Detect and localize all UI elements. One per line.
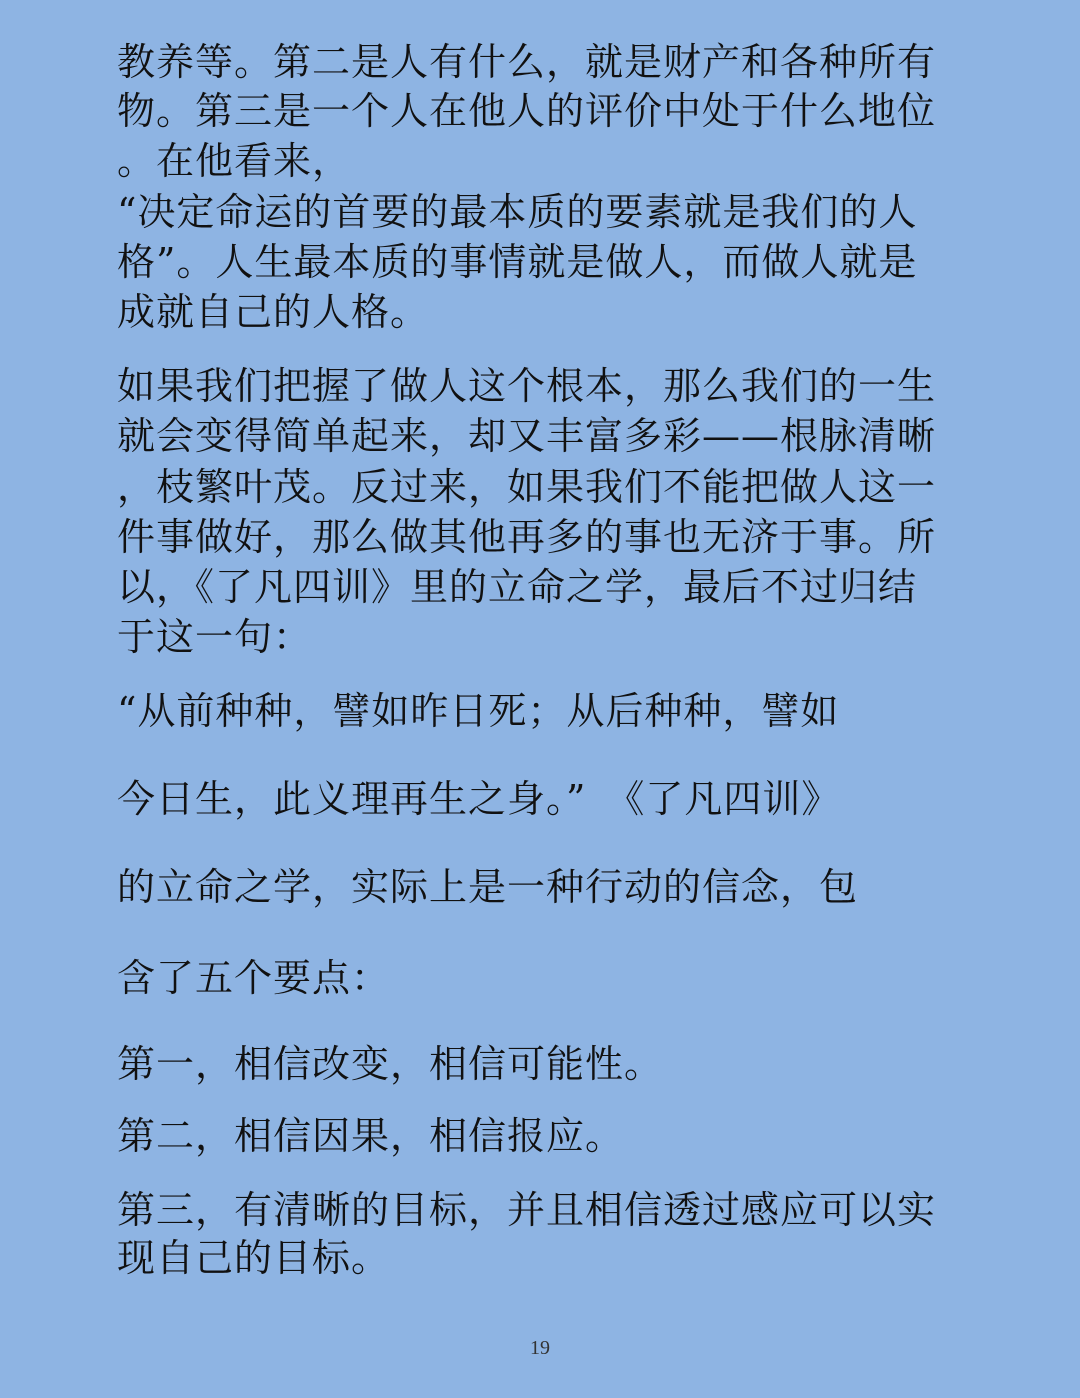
text-line-7: 如果我们把握了做人这个根本，那么我们的一生 bbox=[117, 364, 937, 408]
text-line-11: 以，《了凡四训》里的立命之学，最后不过归结 bbox=[117, 565, 918, 609]
text-line-5: 格”。人生最本质的事情就是做人，而做人就是 bbox=[117, 240, 918, 284]
text-line-9: ，枝繁叶茂。反过来，如果我们不能把做人这一 bbox=[117, 465, 937, 509]
point-3-line-2: 现自己的目标。 bbox=[117, 1236, 391, 1280]
quote-line-2: 今日生，此义理再生之身。” 《了凡四训》 bbox=[117, 777, 841, 821]
text-line-1: 教养等。第二是人有什么，就是财产和各种所有 bbox=[117, 40, 937, 84]
point-2: 第二，相信因果，相信报应。 bbox=[117, 1114, 625, 1158]
text-line-8: 就会变得简单起来，却又丰富多彩——根脉清晰 bbox=[117, 414, 937, 458]
text-line-3: 。在他看来， bbox=[117, 139, 352, 183]
point-1: 第一，相信改变，相信可能性。 bbox=[117, 1042, 664, 1086]
text-line-4: “决定命运的首要的最本质的要素就是我们的人 bbox=[117, 190, 918, 234]
text-line-6: 成就自己的人格。 bbox=[117, 290, 430, 334]
page-number: 19 bbox=[530, 1337, 550, 1359]
text-line-16: 含了五个要点： bbox=[117, 956, 391, 1000]
text-line-10: 件事做好，那么做其他再多的事也无济于事。所 bbox=[117, 515, 937, 559]
text-line-2: 物。第三是一个人在他人的评价中处于什么地位 bbox=[117, 89, 937, 133]
text-line-15: 的立命之学，实际上是一种行动的信念，包 bbox=[117, 865, 859, 909]
quote-line-1: “从前种种，譬如昨日死；从后种种，譬如 bbox=[117, 689, 840, 733]
point-3-line-1: 第三，有清晰的目标，并且相信透过感应可以实 bbox=[117, 1188, 937, 1232]
text-line-12: 于这一句： bbox=[117, 615, 313, 659]
